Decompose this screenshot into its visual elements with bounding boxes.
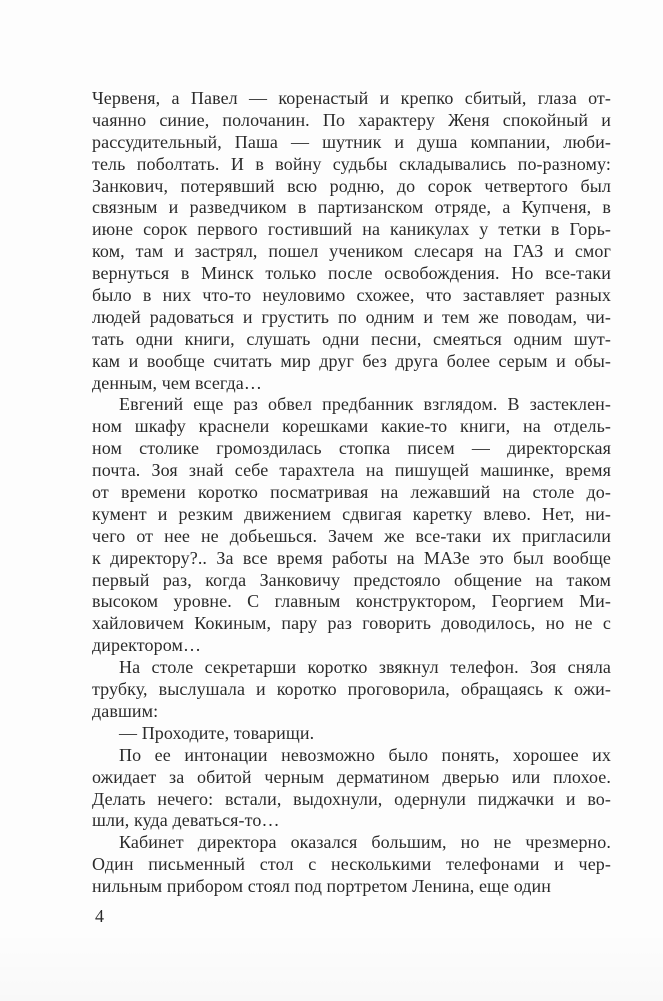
text-line: Червеня, а Павел — коренастый и крепко сбитый, глаза от- bbox=[92, 88, 611, 108]
text-line: людей радоваться и грустить по одним и тем же поводам, чи- bbox=[92, 306, 611, 327]
text-line: давшим: bbox=[92, 700, 159, 721]
text-line: ожидает за обитой черным дерматином дверью или плохое. bbox=[92, 766, 611, 787]
text-line: трубку, выслушала и коротко проговорила, обращаясь к ожи- bbox=[92, 679, 611, 700]
paragraph bbox=[92, 88, 611, 394]
text-line: ком, там и застрял, пошел учеником слесаря на ГАЗ и смог bbox=[92, 241, 611, 262]
text-line: чего от нее не добьешься. Зачем же все-таки их пригласили bbox=[92, 525, 611, 546]
text-line: денным, чем всегда… bbox=[92, 372, 262, 393]
text-line: июне сорок первого гостивший на каникулах у тетки в Горь- bbox=[92, 219, 611, 240]
paragraph bbox=[92, 832, 611, 898]
text-line: высоком уровне. С главным конструктором, Георгием Ми- bbox=[92, 591, 611, 612]
text-line: кам и вообще считать мир друг без друга более серым и обы- bbox=[92, 350, 611, 371]
text-line: директором… bbox=[92, 635, 202, 656]
text-line: Евгений еще раз обвел предбанник взглядом. В застеклен- bbox=[119, 394, 611, 415]
paragraph bbox=[92, 394, 611, 657]
text-line: рассудительный, Паша — шутник и душа компании, люби- bbox=[92, 131, 611, 152]
text-line: ном шкафу краснели корешками какие-то книги, на отдель- bbox=[92, 416, 611, 437]
text-line: вернуться в Минск только после освобождения. Но все-таки bbox=[92, 263, 611, 284]
text-line: Один письменный стол с несколькими телефонами и чер- bbox=[92, 854, 611, 875]
text-line: Кабинет директора оказался большим, но не чрезмерно. bbox=[119, 832, 611, 853]
text-line: почта. Зоя знай себе тарахтела на пишущей машинке, время bbox=[92, 460, 611, 481]
text-line: — Проходите, товарищи. bbox=[119, 722, 315, 743]
text-line: было в них что-то неуловимо схожее, что заставляет разных bbox=[92, 285, 611, 306]
scan-shading bbox=[0, 931, 663, 1001]
body-text bbox=[92, 88, 611, 898]
text-line: чаянно синие, полочанин. По характеру Женя спокойный и bbox=[92, 109, 611, 130]
text-line: первый раз, когда Занковичу предстояло общение на таком bbox=[92, 569, 611, 590]
text-line: тель поболтать. И в войну судьбы складывались по-разному: bbox=[92, 153, 611, 174]
text-line: По ее интонации невозможно было понять, хорошее их bbox=[119, 744, 611, 765]
text-line: тать одни книги, слушать одни песни, смеяться одним шут- bbox=[92, 328, 611, 349]
paragraph bbox=[92, 657, 611, 723]
page-number: 4 bbox=[95, 906, 104, 926]
paragraph bbox=[92, 723, 611, 745]
text-line: нильным прибором стоял под портретом Ленина, еще один bbox=[92, 876, 552, 897]
paragraph bbox=[92, 745, 611, 833]
text-line: шли, куда деваться-то… bbox=[92, 810, 280, 831]
text-line: Делать нечего: встали, выдохнули, одернули пиджачки и во- bbox=[92, 788, 611, 809]
text-line: Занкович, потерявший всю родню, до сорок четвертого был bbox=[92, 175, 611, 196]
text-line: связным и разведчиком в партизанском отряде, а Купченя, в bbox=[92, 197, 611, 218]
text-line: На столе секретарши коротко звякнул телефон. Зоя сняла bbox=[119, 657, 611, 678]
text-line: к директору?.. За все время работы на МАЗе это был вообще bbox=[92, 547, 611, 568]
text-line: хайловичем Кокиным, пару раз говорить доводилось, но не с bbox=[92, 613, 611, 634]
text-line: кумент и резким движением сдвигая каретку влево. Нет, ни- bbox=[92, 503, 611, 524]
text-line: от времени коротко посматривая на лежавший на столе до- bbox=[92, 482, 611, 503]
text-line: ном столике громоздилась стопка писем — директорская bbox=[92, 438, 611, 459]
